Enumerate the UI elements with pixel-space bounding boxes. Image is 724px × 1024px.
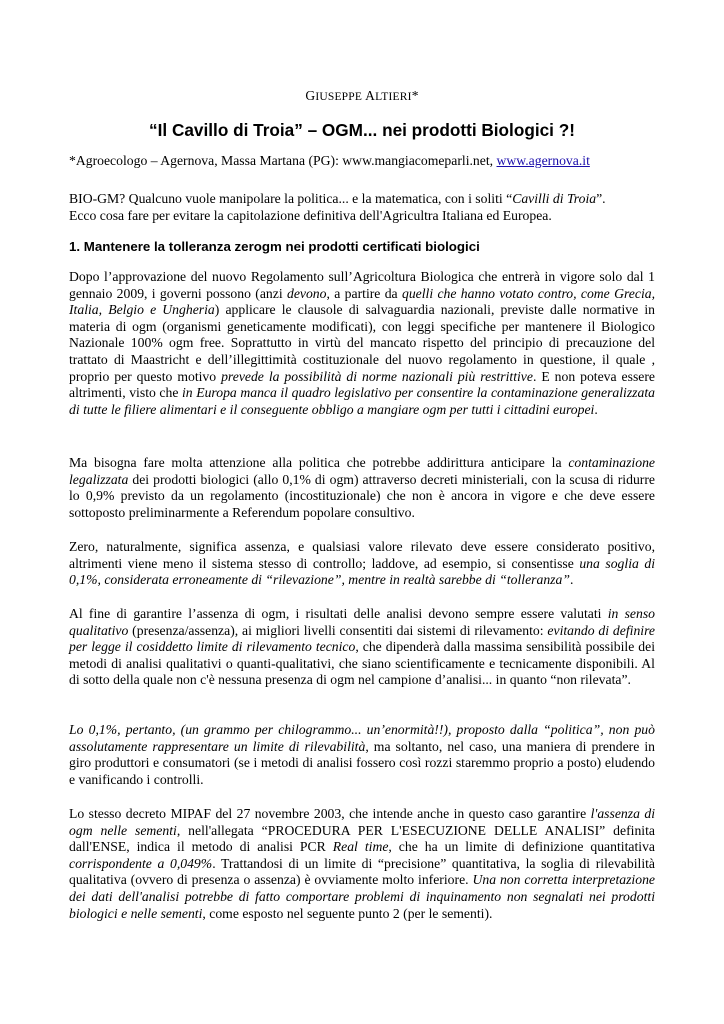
author-last-initial: A xyxy=(365,88,376,103)
paragraph-6 xyxy=(69,806,655,922)
p3-text: . xyxy=(569,572,574,588)
p4-text: (presenza/assenza), ai migliori livelli consentiti dai sistemi di rilevamento: xyxy=(128,622,548,638)
p1-text: ) applicare le clausole di salvaguardia nazionali, previste dalle normative in materia di ogm (organismi geneticamente modificati), con leggi specifiche per mantenere il Biologico Nazionale 100% ogm free. Soprattutto in virtù del mancato rispetto del principio di precauzione del trattato di Maastricht e dell’illegittimità costituzionale del nuovo regolamento in questione, il quale , proprio per questo motivo xyxy=(69,302,655,384)
paragraph-4 xyxy=(69,606,655,689)
section-heading: 1. Mantenere la tolleranza zerogm nei prodotti certificati biologici xyxy=(69,239,480,254)
p1-italic: devono xyxy=(286,285,327,301)
author-last-rest: LTIERI xyxy=(375,91,412,103)
p6-text: , come esposto nel seguente punto 2 (per le sementi). xyxy=(202,905,493,921)
paragraph-2 xyxy=(69,455,655,521)
paragraph-5 xyxy=(69,722,655,788)
p2-italic: contaminazione legalizzata xyxy=(69,455,655,487)
p4-italic: evitando di definire per legge il cosiddetto limite di rilevamento tecnico xyxy=(69,622,655,655)
p5-italic: Lo 0,1%, pertanto, (un grammo per chilogrammo... un’enormità!!), proposto dalla “politica”, non può assolutamente rappresentare un limite di rilevabilità xyxy=(69,722,655,754)
affiliation xyxy=(69,153,655,170)
p3-text: Zero, naturalmente, significa assenza, e qualsiasi valore rilevato deve essere considerato positivo, altrimenti viene meno il sistema stesso di controllo; laddove, ad esempio, si consentisse xyxy=(69,539,655,571)
p2-text: dei prodotti biologici (allo 0,1% di ogm) attraverso decreti ministeriali, con la scusa di ridurre lo 0,9% previsto da un regolamento (incostituzionale) che non è ancora in vigore e che deve essere sottoposto preliminarmente a Referendum popolare consultivo. xyxy=(69,471,655,520)
p1-text: Dopo l’approvazione del nuovo Regolamento sull’Agricoltura Biologica che entrerà in vigore solo dal 1 gennaio 2009, i governi possono (anzi xyxy=(69,269,655,301)
p6-italic: Una non corretta interpretazione dei dati dell'analisi potrebbe di fatto comportare problemi di inquinamento non segnalati nei prodotti biologici e nelle sementi xyxy=(69,872,655,921)
p1-text: . xyxy=(594,401,598,417)
intro-text-b: ”. xyxy=(596,191,606,206)
p6-text: , nell'allegata “PROCEDURA PER L'ESECUZIONE DELLE ANALISI” definita dall'ENSE, indica il metodo di analisi PCR xyxy=(69,822,655,855)
p1-italic: prevede la possibilità di norme nazionali più restrittive xyxy=(221,368,533,384)
p2-text: Ma bisogna fare molta attenzione alla politica che potrebbe addirittura anticipare la xyxy=(69,455,569,470)
page-title: “Il Cavillo di Troia” – OGM... nei prodotti Biologici ?! xyxy=(149,120,575,140)
intro-paragraph xyxy=(69,191,655,224)
p1-text: . E non poteva essere altrimenti, visto che xyxy=(69,368,655,401)
p6-italic: Real time xyxy=(332,839,389,855)
agernova-link[interactable]: www.agernova.it xyxy=(496,153,590,168)
p6-text: . Trattandosi di un limite di “precisione” quantitativa, la soglia di rilevabilità qualitativa (ovvero di presenza o assenza) è ovviamente molto inferiore. xyxy=(69,855,655,888)
p3-italic: una soglia di 0,1%, considerata erroneamente di “rilevazione”, mentre in realtà sarebbe di “tolleranza” xyxy=(69,555,655,588)
p6-italic: corrispondente a 0,049% xyxy=(69,855,213,871)
p1-italic: in Europa manca il quadro legislativo per consentire la contaminazione generalizzata di tutte le filiere alimentari e il conseguente obbligo a mangiare ogm per tutti i cittadini europei xyxy=(69,385,655,417)
p5-text: , ma soltanto, nel caso, una maniera di prendere in giro produttori e consumatori (se i metodi di analisi fossero così rozzi staremmo proprio a posto) eludendo e vanificando i controlli. xyxy=(69,738,655,787)
author-mark: * xyxy=(411,88,419,103)
author-initial: G xyxy=(305,88,316,103)
p1-italic: quelli che hanno votato contro, come Grecia, Italia, Belgio e Ungheria xyxy=(69,285,656,318)
p4-text: , che dipenderà dalla massima sensibilità possibile dei metodi di analisi qualitativi o quanti-qualitativi, che siano scientificamente e tecnicamente disponibili. Al di sotto della quale non c'è nessuna presenza di ogm nel campione d’analisi... in quanto “non rilevata”. xyxy=(69,639,655,688)
p4-italic: in senso qualitativo xyxy=(69,606,655,638)
author-name xyxy=(0,88,724,104)
p1-text: , a partire da xyxy=(326,285,402,301)
paragraph-3 xyxy=(69,539,655,589)
p6-italic: l'assenza di ogm nelle sementi xyxy=(69,806,655,838)
intro-text-a: BIO-GM? Qualcuno vuole manipolare la politica... e la matematica, con i soliti “ xyxy=(69,191,513,206)
p6-text: , che ha un limite di definizione quantitativa xyxy=(388,839,655,855)
affiliation-text: *Agroecologo – Agernova, Massa Martana (PG): www.mangiacomeparli.net, xyxy=(69,153,497,168)
intro-text-2: Ecco cosa fare per evitare la capitolazione definitiva dell'Agricultra Italiana ed Europea. xyxy=(69,207,552,223)
intro-italic: Cavilli di Troia xyxy=(512,191,597,206)
p6-text: Lo stesso decreto MIPAF del 27 novembre 2003, che intende anche in questo caso garantire xyxy=(69,806,591,821)
paragraph-1 xyxy=(69,269,655,418)
p4-text: Al fine di garantire l’assenza di ogm, i risultati delle analisi devono sempre essere valutati xyxy=(69,606,608,621)
author-first-rest: IUSEPPE xyxy=(315,91,363,103)
